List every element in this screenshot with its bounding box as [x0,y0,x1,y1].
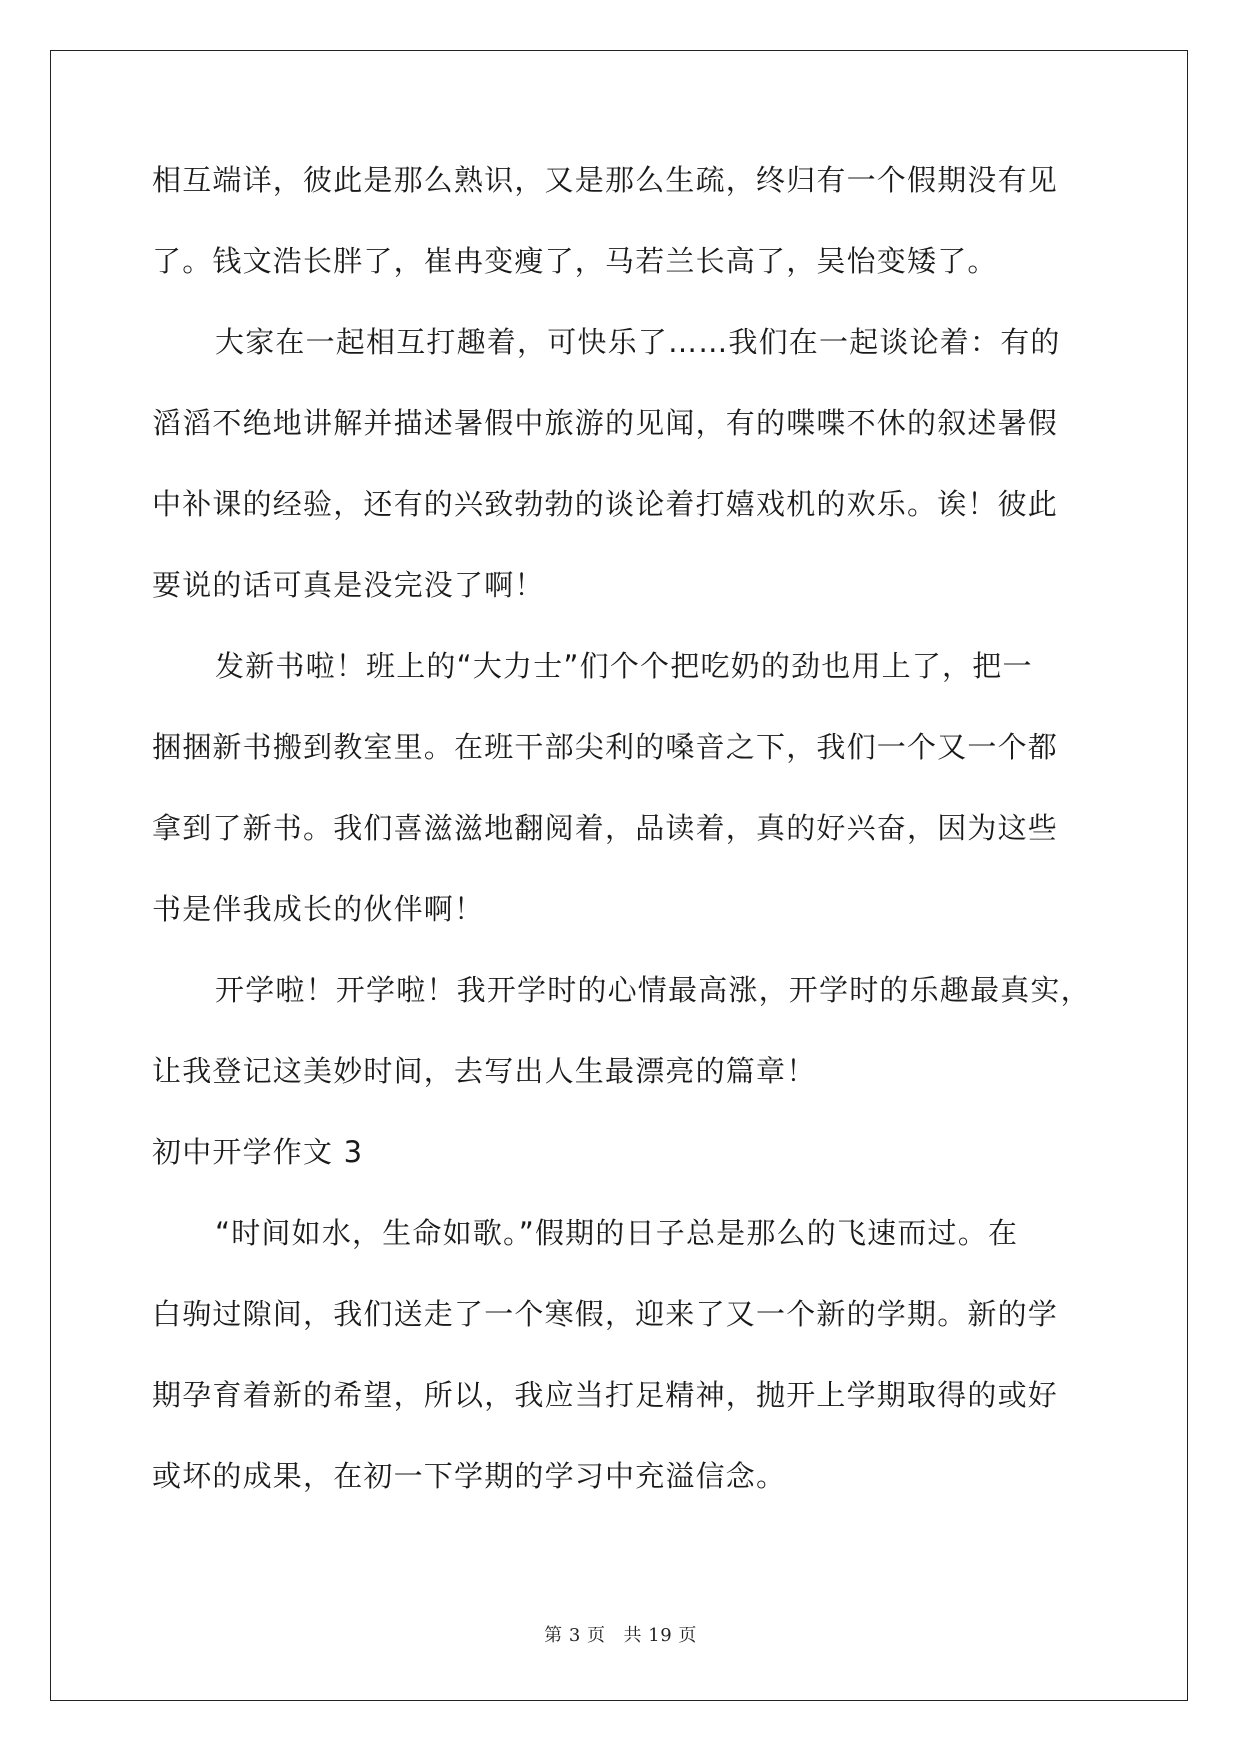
paragraph-start: 发新书啦！班上的“大力士”们个个把吃奶的劲也用上了，把一 [215,649,1033,683]
page-total: 共 19 页 [623,1625,697,1646]
text-line: 让我登记这美妙时间，去写出人生最漂亮的篇章！ [152,1054,817,1088]
paragraph-start: 大家在一起相互打趣着，可快乐了……我们在一起谈论着：有的 [215,325,1061,359]
text-line: 相互端详，彼此是那么熟识，又是那么生疏，终归有一个假期没有见 [152,163,1059,197]
text-line: 拿到了新书。我们喜滋滋地翻阅着，品读着，真的好兴奋，因为这些 [152,811,1059,845]
text-line: 书是伴我成长的伙伴啊！ [152,892,485,926]
page-footer [0,1621,1241,1647]
text-line: 了。钱文浩长胖了，崔冉变瘦了，马若兰长高了，吴怡变矮了。 [152,244,998,278]
document-body [152,160,1092,1537]
section-heading: 初中开学作文 3 [152,1135,364,1169]
text-line: 滔滔不绝地讲解并描述暑假中旅游的见闻，有的喋喋不休的叙述暑假 [152,406,1059,440]
text-line: 要说的话可真是没完没了啊！ [152,568,545,602]
text-line: 期孕育着新的希望，所以，我应当打足精神，抛开上学期取得的或好 [152,1378,1059,1412]
text-line: 中补课的经验，还有的兴致勃勃的谈论着打嬉戏机的欢乐。诶！彼此 [152,487,1059,521]
paragraph-start: 开学啦！开学啦！我开学时的心情最高涨，开学时的乐趣最真实， [215,973,1091,1007]
paragraph-start: “时间如水，生命如歌。”假期的日子总是那么的飞速而过。在 [215,1216,1019,1250]
text-line: 或坏的成果，在初一下学期的学习中充溢信念。 [152,1459,787,1493]
text-line: 捆捆新书搬到教室里。在班干部尖利的嗓音之下，我们一个又一个都 [152,730,1059,764]
text-line: 白驹过隙间，我们送走了一个寒假，迎来了又一个新的学期。新的学 [152,1297,1059,1331]
page-number: 第 3 页 [544,1625,606,1646]
